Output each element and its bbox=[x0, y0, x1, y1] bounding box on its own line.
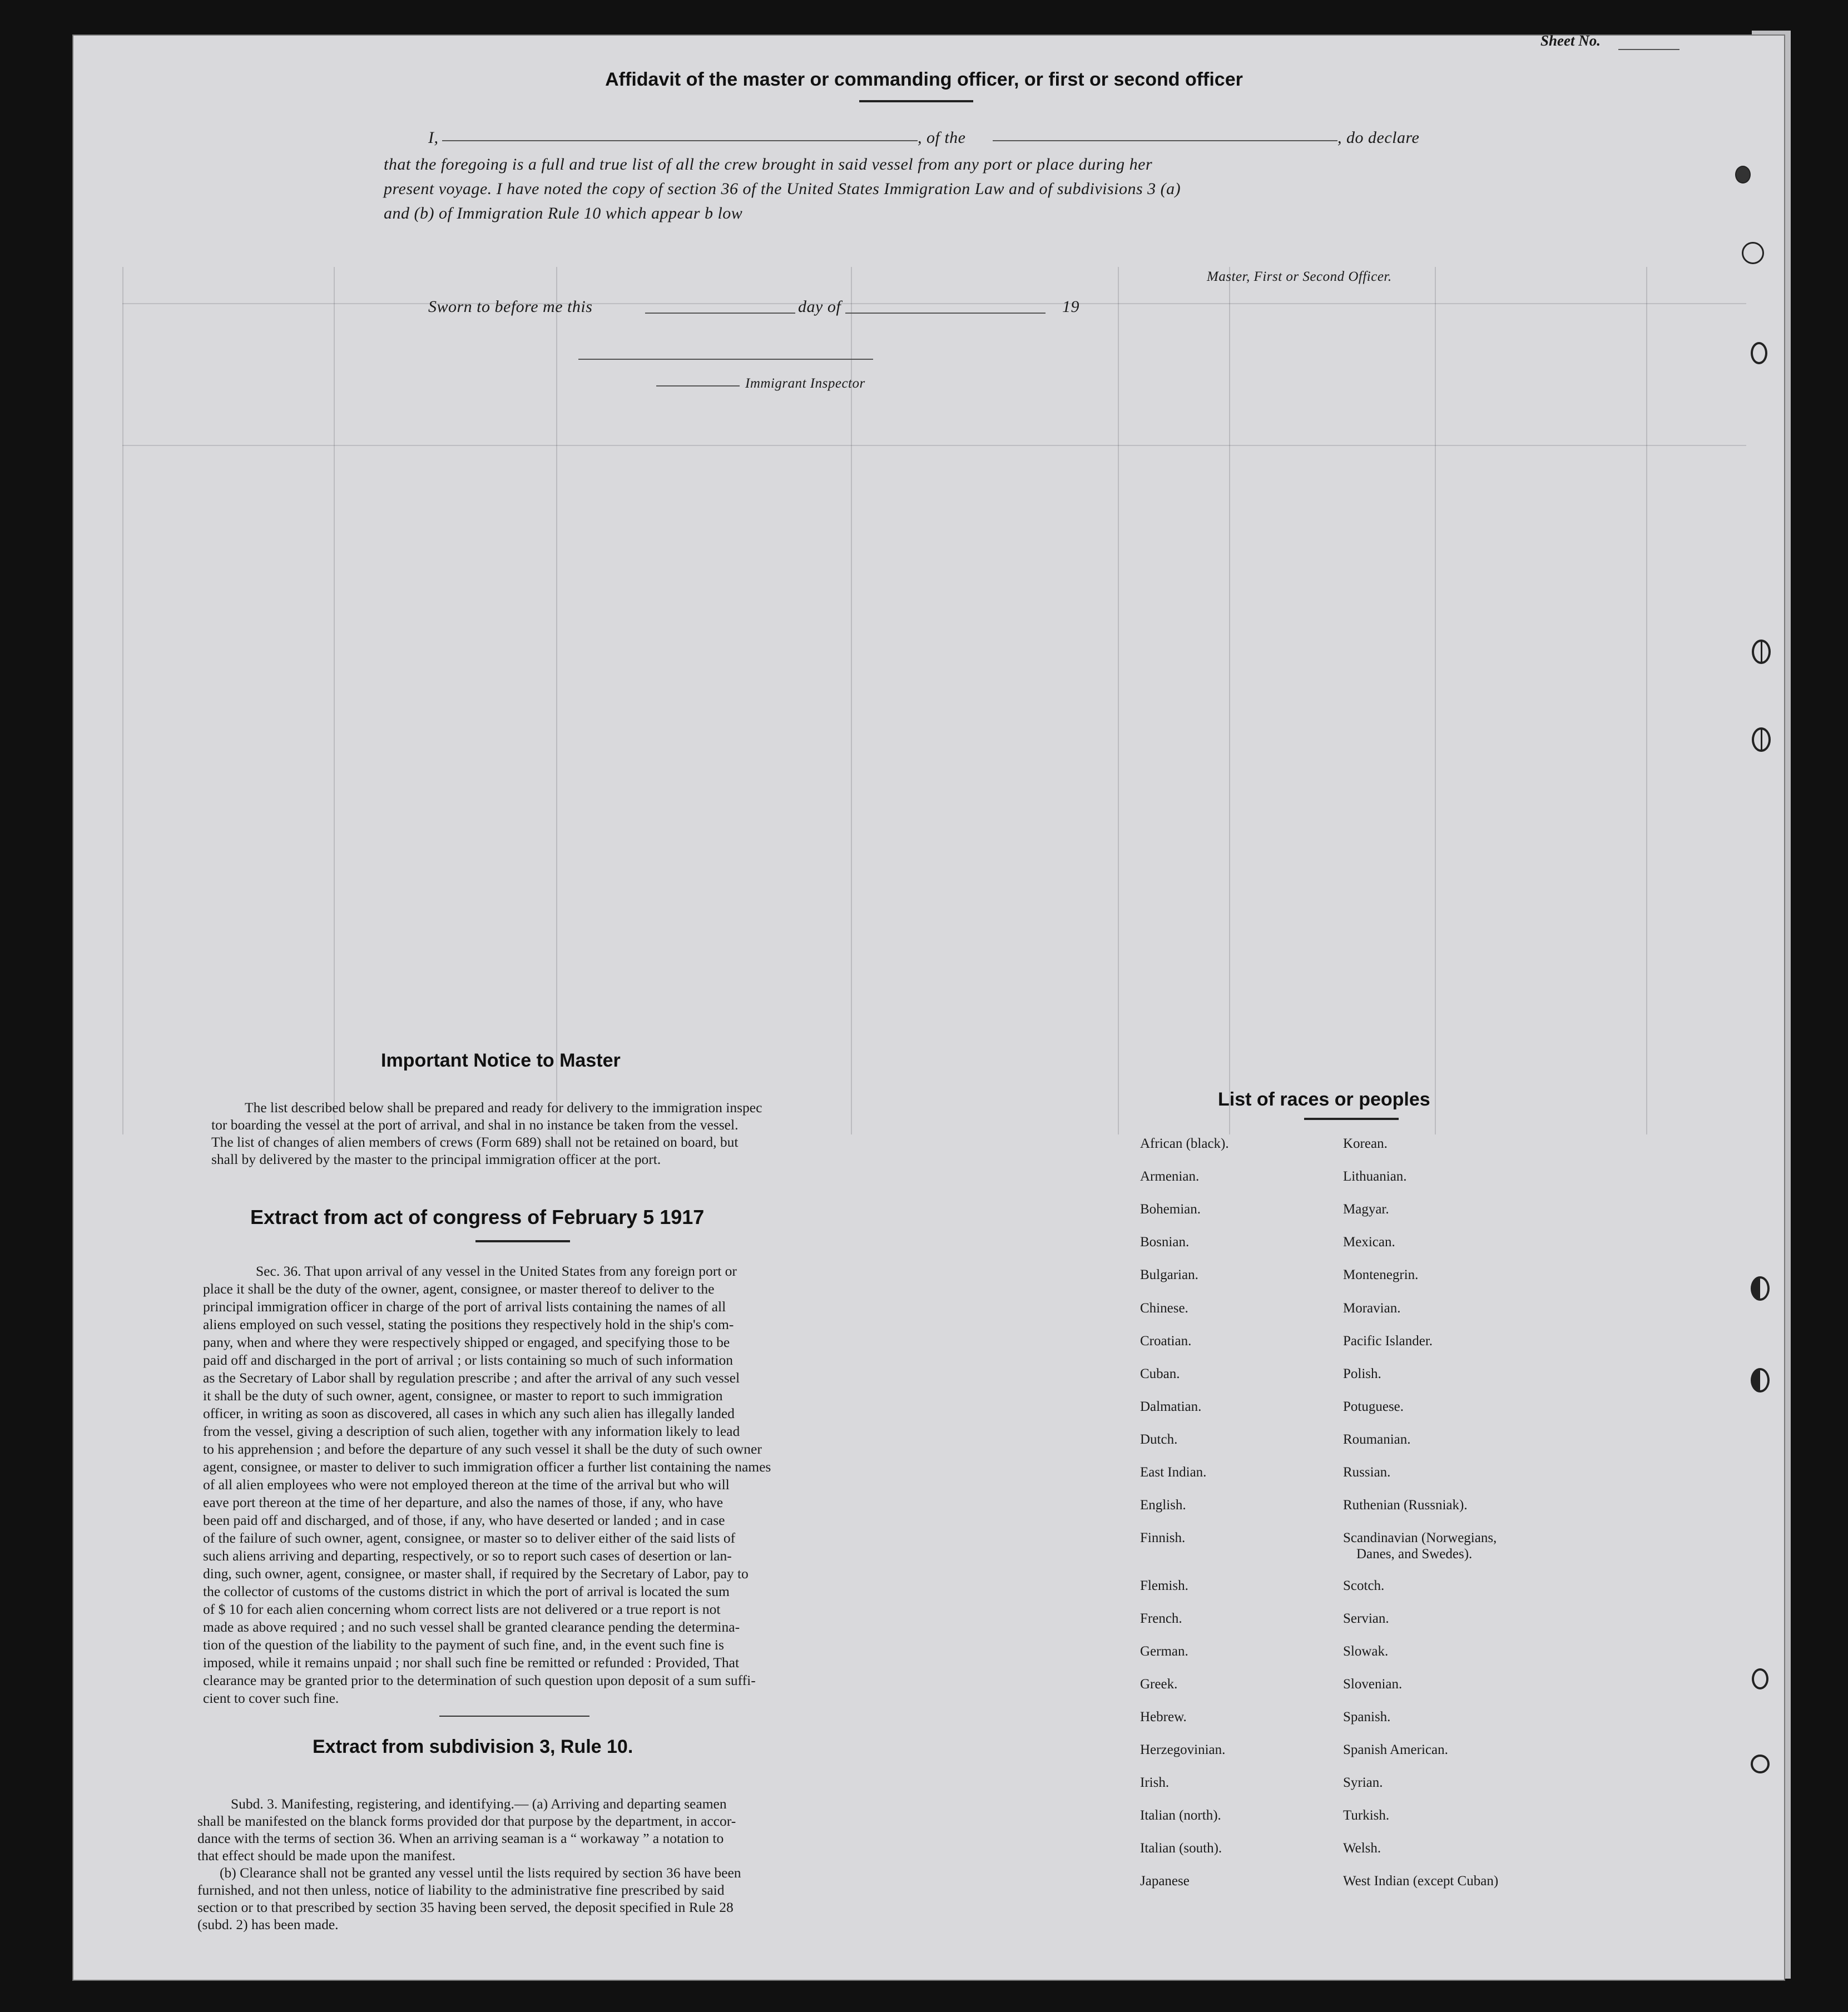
rule10-line: section or to that prescribed by section 35 having been served, the deposit specified in Rule 28 bbox=[197, 1899, 734, 1915]
races-title-rule bbox=[1304, 1118, 1399, 1120]
act-line: Sec. 36. That upon arrival of any vessel in the United States from any foreign port or bbox=[256, 1263, 737, 1279]
notice-line: shall by delivered by the master to the principal immigration officer at the port. bbox=[211, 1151, 661, 1167]
binder-hole-icon bbox=[1742, 242, 1764, 264]
race-item: Irish. bbox=[1140, 1775, 1170, 1790]
act-line: from the vessel, giving a description of such alien, together with any information likely to lead bbox=[203, 1423, 740, 1439]
notice-line: The list of changes of alien members of crews (Form 689) shall not be retained on board, but bbox=[211, 1134, 739, 1150]
notice-title: Important Notice to Master bbox=[381, 1050, 621, 1071]
race-item: Hebrew. bbox=[1140, 1709, 1187, 1724]
affidavit-line-3: present voyage. I have noted the copy of section 36 of the United States Immigration Law and of subdivisions 3 (a) bbox=[384, 180, 1181, 198]
race-item: African (black). bbox=[1140, 1136, 1229, 1151]
binder-hole-icon bbox=[1751, 1276, 1770, 1301]
race-item: Roumanian. bbox=[1343, 1432, 1411, 1447]
act-line: of the failure of such owner, agent, consignee, or master so to deliver either of the said lists of bbox=[203, 1530, 736, 1546]
affidavit-name-blank[interactable] bbox=[442, 140, 918, 141]
race-item: Flemish. bbox=[1140, 1578, 1188, 1593]
race-item: Dutch. bbox=[1140, 1432, 1178, 1447]
sworn-day-blank[interactable] bbox=[645, 313, 795, 314]
act-line: principal immigration officer in charge of the port of arrival lists containing the names of all bbox=[203, 1299, 726, 1315]
race-item: Scandinavian (Norwegians, bbox=[1343, 1530, 1497, 1545]
race-item: Turkish. bbox=[1343, 1808, 1390, 1823]
race-item: Italian (north). bbox=[1140, 1808, 1221, 1823]
act-line: tion of the question of the liability to the payment of such fine, and, in the event such fine is bbox=[203, 1637, 724, 1653]
race-item: Greek. bbox=[1140, 1677, 1178, 1692]
race-item: West Indian (except Cuban) bbox=[1343, 1874, 1499, 1889]
act-line: ding, such owner, agent, consignee, or master shall, if required by the Secretary of Labor, pay to bbox=[203, 1565, 749, 1582]
race-item: Welsh. bbox=[1343, 1841, 1381, 1856]
race-item: Herzegovinian. bbox=[1140, 1742, 1226, 1757]
race-item-continuation: Danes, and Swedes). bbox=[1356, 1547, 1473, 1562]
race-item: Russian. bbox=[1343, 1465, 1391, 1480]
binder-hole-icon bbox=[1751, 1368, 1770, 1392]
binder-hole-icon bbox=[1752, 727, 1771, 752]
race-item: Korean. bbox=[1343, 1136, 1388, 1151]
rule10-line: dance with the terms of section 36. When an arriving seaman is a “ workaway ” a notation to bbox=[197, 1830, 724, 1846]
act-line: of $ 10 for each alien concerning whom correct lists are not delivered or a true report is not bbox=[203, 1601, 721, 1617]
affidavit-i: I, bbox=[428, 128, 439, 147]
act-line: cient to cover such fine. bbox=[203, 1690, 339, 1706]
affidavit-vessel-blank[interactable] bbox=[993, 140, 1337, 141]
binder-hole-icon bbox=[1751, 342, 1767, 364]
act-title: Extract from act of congress of February 5 1917 bbox=[250, 1206, 705, 1228]
race-item: Cuban. bbox=[1140, 1366, 1180, 1381]
act-body bbox=[203, 1262, 840, 1707]
act-line: officer, in writing as soon as discovered, all cases in which any such alien has illegally landed bbox=[203, 1405, 735, 1421]
race-item: Ruthenian (Russniak). bbox=[1343, 1498, 1468, 1513]
sworn-day-of: day of bbox=[798, 298, 841, 316]
race-item: Slowak. bbox=[1343, 1644, 1389, 1659]
notice-line: tor boarding the vessel at the port of arrival, and shal in no instance be taken from the vessel. bbox=[211, 1117, 739, 1133]
races-title: List of races or peoples bbox=[1218, 1089, 1430, 1110]
rule10-line: that effect should be made upon the manifest. bbox=[197, 1847, 456, 1864]
signature-label: Master, First or Second Officer. bbox=[1207, 269, 1392, 284]
binder-hole-icon bbox=[1752, 1668, 1768, 1689]
binder-hole-icon bbox=[1751, 1755, 1770, 1773]
rule10-line: Subd. 3. Manifesting, registering, and identifying.— (a) Arriving and departing seamen bbox=[231, 1796, 727, 1812]
act-line: agent, consignee, or master to deliver to such immigration officer a further list containing the names bbox=[203, 1459, 771, 1475]
race-item: Montenegrin. bbox=[1343, 1267, 1419, 1282]
race-item: Croatian. bbox=[1140, 1334, 1192, 1349]
race-item: German. bbox=[1140, 1644, 1188, 1659]
act-line: it shall be the duty of such owner, agent, consignee, or master to report to such immigration bbox=[203, 1387, 723, 1404]
race-item: Slovenian. bbox=[1343, 1677, 1403, 1692]
act-line: eave port thereon at the time of her departure, and also the names of those, if any, who have bbox=[203, 1494, 724, 1510]
sheet-number-blank bbox=[1618, 49, 1679, 50]
act-line: clearance may be granted prior to the determination of such question upon deposit of a sum suffi- bbox=[203, 1672, 756, 1688]
rule10-line: (subd. 2) has been made. bbox=[197, 1916, 339, 1932]
race-item: Syrian. bbox=[1343, 1775, 1383, 1790]
rule10-separator bbox=[439, 1716, 589, 1717]
race-item: Potuguese. bbox=[1343, 1399, 1404, 1414]
act-line: of all alien employees who were not employed thereon at the time of the arrival but who will bbox=[203, 1476, 730, 1493]
act-line: pany, when and where they were respectively shipped or engaged, and specifying those to be bbox=[203, 1334, 730, 1350]
race-item: French. bbox=[1140, 1611, 1182, 1626]
act-line: as the Secretary of Labor shall by regulation prescribe ; and after the arrival of any such vessel bbox=[203, 1370, 740, 1386]
sheet-number-label: Sheet No. bbox=[1540, 32, 1601, 49]
race-item: Spanish American. bbox=[1343, 1742, 1448, 1757]
affidavit-of-the: , of the bbox=[918, 128, 966, 147]
race-item: Lithuanian. bbox=[1343, 1169, 1407, 1184]
race-item: Pacific Islander. bbox=[1343, 1334, 1433, 1349]
sworn-year: 19 bbox=[1062, 298, 1079, 316]
race-item: Bohemian. bbox=[1140, 1202, 1201, 1217]
race-item: Dalmatian. bbox=[1140, 1399, 1202, 1414]
notice-line: The list described below shall be prepared and ready for delivery to the immigration inspec bbox=[245, 1099, 762, 1116]
race-item: Bosnian. bbox=[1140, 1235, 1190, 1250]
affidavit-line-2: that the foregoing is a full and true list of all the crew brought in said vessel from any port or place during her bbox=[384, 155, 1153, 174]
inspector-signature-blank[interactable] bbox=[578, 359, 873, 360]
race-item: Polish. bbox=[1343, 1366, 1381, 1381]
affidavit-title-rule bbox=[859, 100, 973, 102]
affidavit-title: Affidavit of the master or commanding officer, or first or second officer bbox=[605, 69, 1243, 90]
race-item: Chinese. bbox=[1140, 1301, 1188, 1316]
act-line: such aliens arriving and departing, respectively, or so to report such cases of desertion or lan- bbox=[203, 1548, 732, 1564]
race-item: East Indian. bbox=[1140, 1465, 1207, 1480]
act-line: aliens employed on such vessel, stating the positions they respectively hold in the ship's com- bbox=[203, 1316, 734, 1332]
race-item: Spanish. bbox=[1343, 1709, 1391, 1724]
act-line: been paid off and discharged, and of those, if any, who have deserted or landed ; and in case bbox=[203, 1512, 725, 1528]
sworn-month-blank[interactable] bbox=[845, 313, 1046, 314]
inspector-label: Immigrant Inspector bbox=[745, 376, 865, 391]
act-line: place it shall be the duty of the owner, agent, consignee, or master thereof to deliver to the bbox=[203, 1281, 715, 1297]
act-line: made as above required ; and no such vessel shall be granted clearance pending the determina- bbox=[203, 1619, 740, 1635]
race-item: Italian (south). bbox=[1140, 1841, 1222, 1856]
race-item: Japanese bbox=[1140, 1874, 1190, 1889]
race-item: Magyar. bbox=[1343, 1202, 1389, 1217]
act-line: imposed, while it remains unpaid ; nor shall such fine be remitted or refunded : Provided, That bbox=[203, 1654, 740, 1671]
sworn-prefix: Sworn to before me this bbox=[428, 298, 593, 316]
rule10-line: shall be manifested on the blanck forms provided dor that purpose by the department, in accor- bbox=[197, 1813, 736, 1829]
rule10-line: furnished, and not then unless, notice of liability to the administrative fine prescribed by said bbox=[197, 1882, 725, 1898]
race-item: Finnish. bbox=[1140, 1530, 1186, 1545]
race-item: Bulgarian. bbox=[1140, 1267, 1198, 1282]
race-item: Mexican. bbox=[1343, 1235, 1395, 1250]
affidavit-declare: , do declare bbox=[1337, 128, 1420, 147]
act-line: the collector of customs of the customs district in which the port of arrival is located the sum bbox=[203, 1583, 730, 1599]
binder-hole-icon bbox=[1752, 640, 1771, 664]
act-line: to his apprehension ; and before the departure of any such vessel it shall be the duty of such owner bbox=[203, 1441, 762, 1457]
inspector-short-rule bbox=[656, 385, 740, 386]
race-item: Moravian. bbox=[1343, 1301, 1401, 1316]
rule10-body bbox=[197, 1795, 834, 1933]
race-item: Servian. bbox=[1343, 1611, 1389, 1626]
act-title-rule bbox=[475, 1240, 570, 1242]
races-right-column bbox=[1343, 1136, 1554, 1898]
affidavit-line-4: and (b) of Immigration Rule 10 which appear b low bbox=[384, 204, 743, 222]
notice-body bbox=[211, 1099, 845, 1168]
race-item: Scotch. bbox=[1343, 1578, 1385, 1593]
rule10-title: Extract from subdivision 3, Rule 10. bbox=[313, 1736, 633, 1757]
rule10-line: (b) Clearance shall not be granted any vessel until the lists required by section 36 have been bbox=[220, 1865, 741, 1881]
races-left-column bbox=[1140, 1136, 1324, 1898]
race-item: Armenian. bbox=[1140, 1169, 1200, 1184]
act-line: paid off and discharged in the port of arrival ; or lists containing so much of such information bbox=[203, 1352, 733, 1368]
binder-hole-icon bbox=[1735, 166, 1751, 184]
race-item: English. bbox=[1140, 1498, 1186, 1513]
